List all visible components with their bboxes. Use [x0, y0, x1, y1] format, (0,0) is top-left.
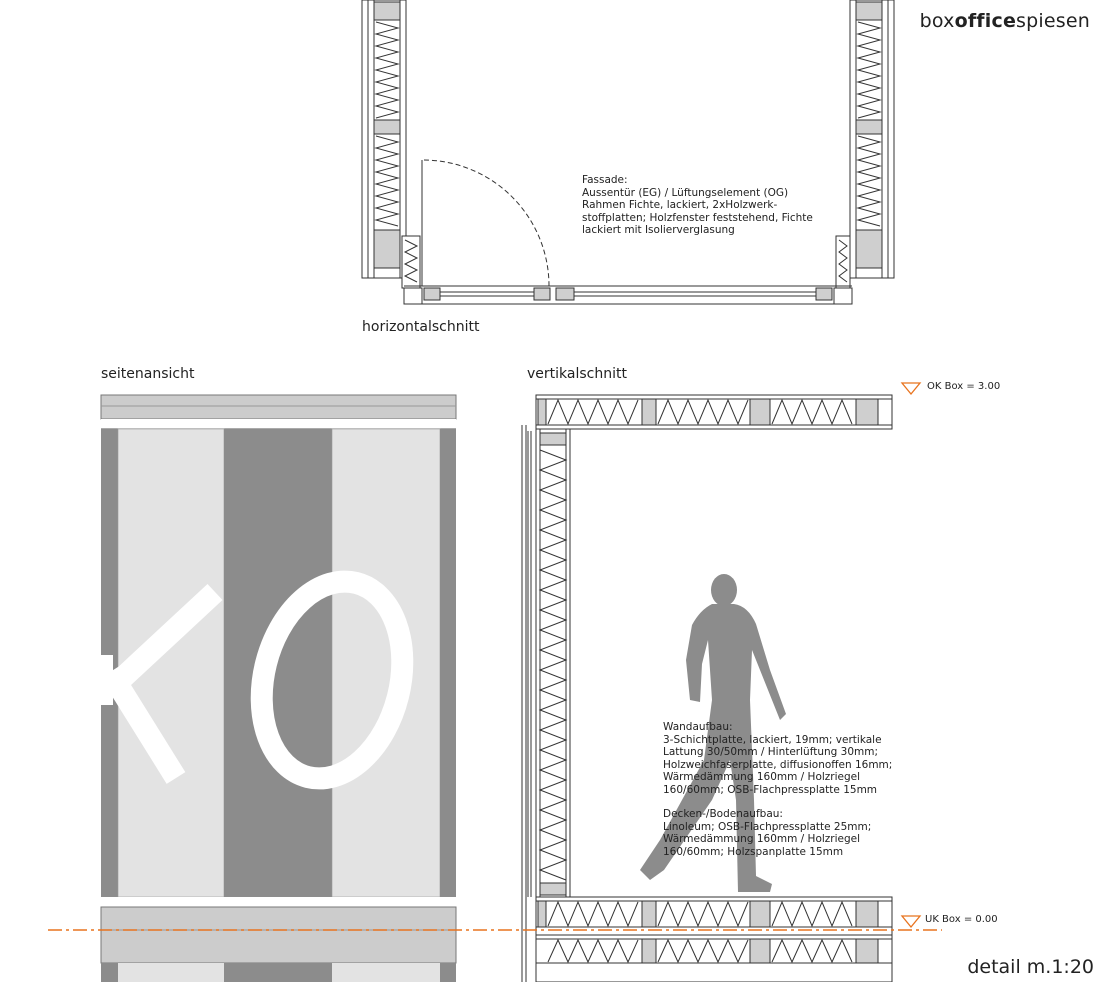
wall-note-line: Wandaufbau: [663, 721, 733, 733]
bottom-level-label: UK Box = 0.00 [925, 914, 998, 925]
door-swing-arc [424, 160, 549, 286]
facade-note-line: Aussentür (EG) / Lüftungselement (OG) [582, 186, 789, 199]
scale-label: detail m.1:20 [967, 956, 1094, 978]
floor-note-line: 160/60mm; Holzspanplatte 15mm [663, 845, 844, 858]
wall-note-line: Lattung 30/50mm / Hinterlüftung 30mm; [663, 746, 878, 759]
facade-note-line: stoffplatten; Holzfenster feststehend, Fichte [582, 211, 813, 224]
wall-note-line: Holzweichfaserplatte, diffusionoffen 16mm; [663, 758, 893, 771]
floor-note-line: Linoleum; OSB-Flachpressplatte 25mm; [663, 820, 872, 833]
floor-note-line: Decken-/Bodenaufbau: [663, 808, 783, 820]
horizontal-section-label: horizontalschnitt [362, 319, 480, 335]
vertical-section-label: vertikalschnitt [527, 366, 627, 382]
wall-note-line: Wärmedämmung 160mm / Holzriegel [663, 771, 861, 784]
facade-note [582, 174, 813, 237]
floor-build-up-note [663, 808, 871, 858]
facade-note-line: lackiert mit Isolierverglasung [582, 224, 735, 237]
facade-note-line: Rahmen Fichte, lackiert, 2xHolzwerk- [582, 199, 778, 212]
roof-section [536, 395, 892, 429]
vertical-section [522, 395, 892, 982]
top-level-triangle-icon [902, 383, 920, 394]
bottom-level-triangle-icon [902, 916, 920, 927]
facade-note-line: Fassade: [582, 174, 628, 186]
top-level-label: OK Box = 3.00 [927, 381, 1001, 392]
side-elevation [101, 395, 456, 982]
wall-note-line: 3-Schichtplatte, lackiert, 19mm; vertikale [663, 733, 882, 746]
wall-build-up-note [663, 721, 892, 797]
brand-logo: boxofficespiesen [919, 10, 1090, 32]
wall-note-line: 160/60mm; OSB-Flachpressplatte 15mm [663, 783, 878, 796]
horizontal-section-plan [362, 0, 894, 304]
side-view-label: seitenansicht [101, 366, 195, 382]
floor-note-line: Wärmedämmung 160mm / Holzriegel [663, 833, 861, 846]
